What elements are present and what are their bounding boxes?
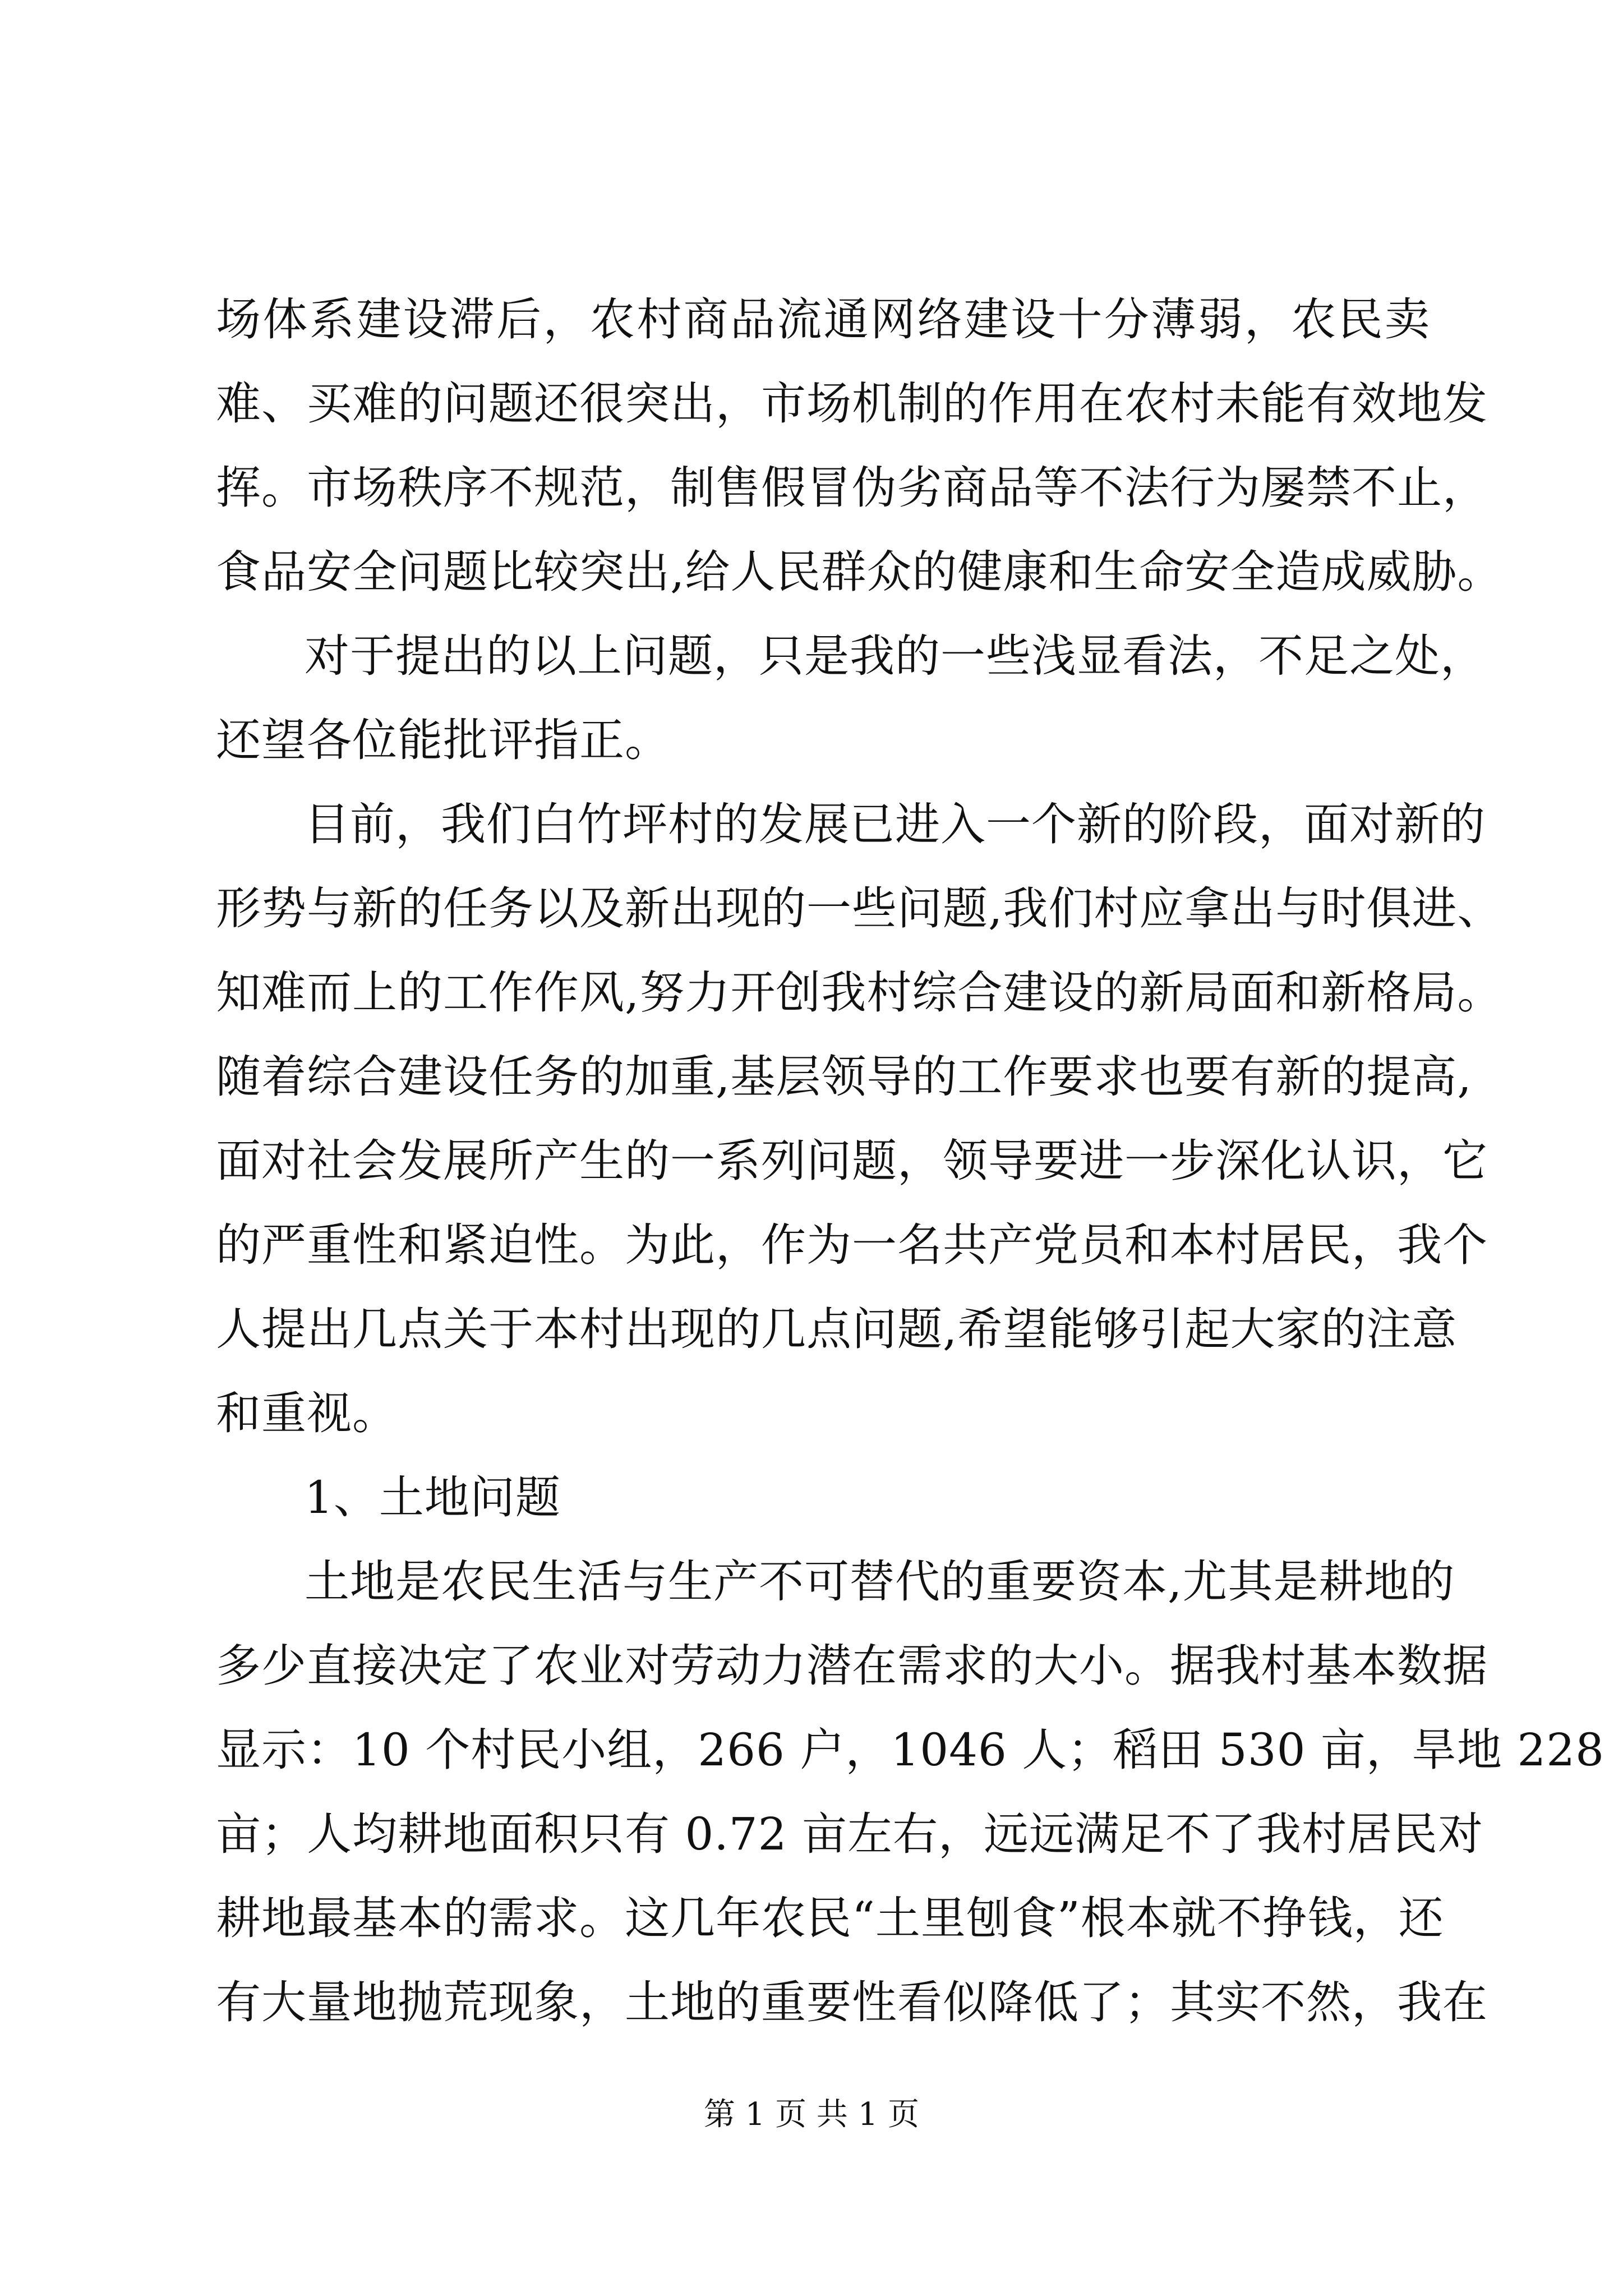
body-line: 面对社会发展所产生的一系列问题，领导要进一步深化认识，它 bbox=[216, 1135, 1488, 1187]
body-line: 场体系建设滞后，农村商品流通网络建设十分薄弱，农民卖 bbox=[216, 293, 1430, 346]
body-line: 还望各位能批评指正。 bbox=[216, 714, 670, 766]
body-line: 知难而上的工作作风,努力开创我村综合建设的新局面和新格局。 bbox=[216, 967, 1503, 1019]
body-line: 人提出几点关于本村出现的几点问题,希望能够引起大家的注意 bbox=[216, 1303, 1458, 1355]
section-heading: 1、土地问题 bbox=[305, 1471, 561, 1524]
body-line: 难、买难的问题还很突出，市场机制的作用在农村未能有效地发 bbox=[216, 378, 1488, 430]
body-line: 的严重性和紧迫性。为此，作为一名共产党员和本村居民，我个 bbox=[216, 1219, 1488, 1271]
body-line: 多少直接决定了农业对劳动力潜在需求的大小。据我村基本数据 bbox=[216, 1640, 1488, 1692]
body-line: 有大量地抛荒现象，土地的重要性看似降低了；其实不然，我在 bbox=[216, 1976, 1488, 2028]
body-line: 耕地最基本的需求。这几年农民“土里刨食”根本就不挣钱，还 bbox=[216, 1892, 1444, 1944]
body-line: 和重视。 bbox=[216, 1387, 398, 1439]
page-footer: 第 1 页 共 1 页 bbox=[703, 2096, 920, 2133]
body-line: 对于提出的以上问题，只是我的一些浅显看法，不足之处， bbox=[305, 630, 1486, 682]
body-line: 随着综合建设任务的加重,基层领导的工作要求也要有新的提高, bbox=[216, 1051, 1472, 1103]
body-line: 形势与新的任务以及新出现的一些问题,我们村应拿出与时俱进、 bbox=[216, 882, 1503, 935]
body-line: 目前，我们白竹坪村的发展已进入一个新的阶段，面对新的 bbox=[305, 798, 1486, 850]
body-line: 亩；人均耕地面积只有 0.72 亩左右，远远满足不了我村居民对 bbox=[216, 1808, 1483, 1860]
body-line: 显示：10 个村民小组，266 户，1046 人；稻田 530 亩，旱地 228 bbox=[216, 1724, 1605, 1776]
body-line: 食品安全问题比较突出,给人民群众的健康和生命安全造成威胁。 bbox=[216, 546, 1503, 598]
body-line: 挥。市场秩序不规范，制售假冒伪劣商品等不法行为屡禁不止， bbox=[216, 462, 1488, 514]
body-line: 土地是农民生活与生产不可替代的重要资本,尤其是耕地的 bbox=[305, 1556, 1455, 1608]
